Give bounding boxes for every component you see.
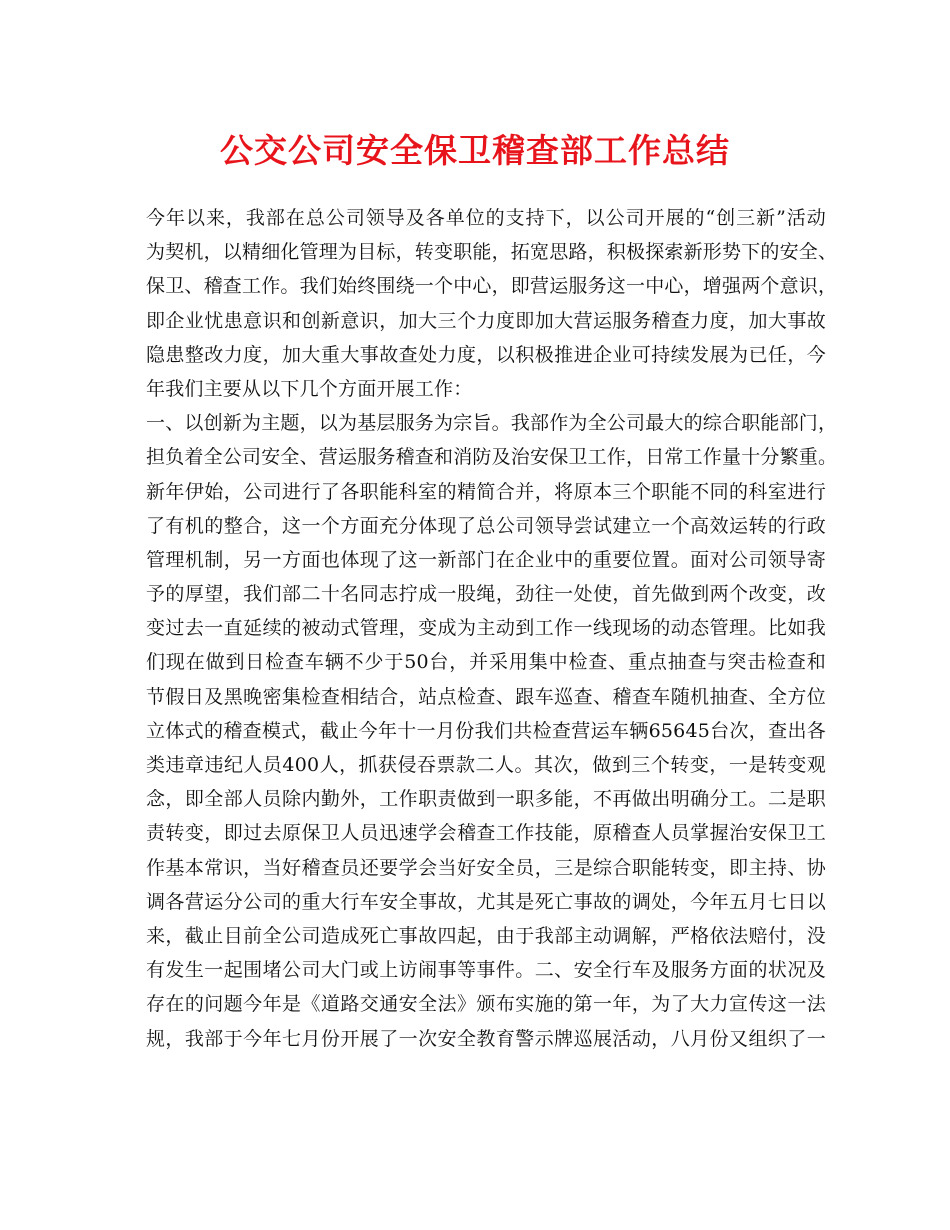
text-line: 立体式的稽查模式，截止今年十一月份我们共检查营运车辆65645台次，查出各 bbox=[146, 719, 826, 742]
text-line: 念，即全部人员除内勤外，工作职责做到一职多能，不再做出明确分工。二是职 bbox=[146, 788, 826, 811]
text-line: 为契机，以精细化管理为目标，转变职能，拓宽思路，积极探索新形势下的安全、 bbox=[146, 241, 838, 264]
text-line: 节假日及黑晚密集检查相结合，站点检查、跟车巡查、稽查车随机抽查、全方位 bbox=[146, 685, 826, 708]
text-line: 一、以创新为主题，以为基层服务为宗旨。我部作为全公司最大的综合职能部门， bbox=[146, 412, 838, 435]
text-line: 担负着全公司安全、营运服务稽查和消防及治安保卫工作，日常工作量十分繁重。 bbox=[146, 446, 838, 469]
text-line: 调各营运分公司的重大行车安全事故，尤其是死亡事故的调处，今年五月七日以 bbox=[146, 890, 826, 913]
text-line: 们现在做到日检查车辆不少于50台，并采用集中检查、重点抽查与突击检查和 bbox=[146, 651, 826, 674]
text-line: 隐患整改力度，加大重大事故查处力度，以积极推进企业可持续发展为已任，今 bbox=[146, 343, 826, 366]
text-line: 变过去一直延续的被动式管理，变成为主动到工作一线现场的动态管理。比如我 bbox=[146, 617, 826, 640]
text-line: 予的厚望，我们部二十名同志拧成一股绳，劲往一处使，首先做到两个改变，改 bbox=[146, 583, 826, 606]
text-line: 来，截止目前全公司造成死亡事故四起，由于我部主动调解，严格依法赔付，没 bbox=[146, 924, 826, 947]
text-line: 存在的问题今年是《道路交通安全法》颁布实施的第一年，为了大力宣传这一法 bbox=[146, 993, 826, 1016]
document-title: 公交公司安全保卫稽查部工作总结 bbox=[220, 131, 730, 170]
document-body bbox=[146, 201, 838, 1056]
text-line: 管理机制，另一方面也体现了这一新部门在企业中的重要位置。面对公司领导寄 bbox=[146, 548, 826, 571]
text-line: 责转变，即过去原保卫人员迅速学会稽查工作技能，原稽查人员掌握治安保卫工 bbox=[146, 822, 826, 845]
text-line: 类违章违纪人员400人，抓获侵吞票款二人。其次，做到三个转变，一是转变观 bbox=[146, 754, 826, 776]
text-line: 即企业忧患意识和创新意识，加大三个力度即加大营运服务稽查力度，加大事故 bbox=[146, 309, 826, 332]
text-line: 了有机的整合，这一个方面充分体现了总公司领导尝试建立一个高效运转的行政 bbox=[146, 514, 826, 537]
text-line: 今年以来，我部在总公司领导及各单位的支持下，以公司开展的“创三新”活动 bbox=[146, 207, 826, 229]
text-line: 保卫、稽查工作。我们始终围绕一个中心，即营运服务这一中心，增强两个意识， bbox=[146, 275, 838, 298]
text-line: 规，我部于今年七月份开展了一次安全教育警示牌巡展活动，八月份又组织了一 bbox=[146, 1027, 826, 1050]
text-line: 年我们主要从以下几个方面开展工作： bbox=[146, 377, 473, 400]
text-line: 新年伊始，公司进行了各职能科室的精简合并，将原本三个职能不同的科室进行 bbox=[146, 480, 826, 503]
text-line: 作基本常识，当好稽查员还要学会当好安全员，三是综合职能转变，即主持、协 bbox=[146, 856, 826, 879]
text-line: 有发生一起围堵公司大门或上访闹事等事件。二、安全行车及服务方面的状况及 bbox=[146, 959, 826, 982]
